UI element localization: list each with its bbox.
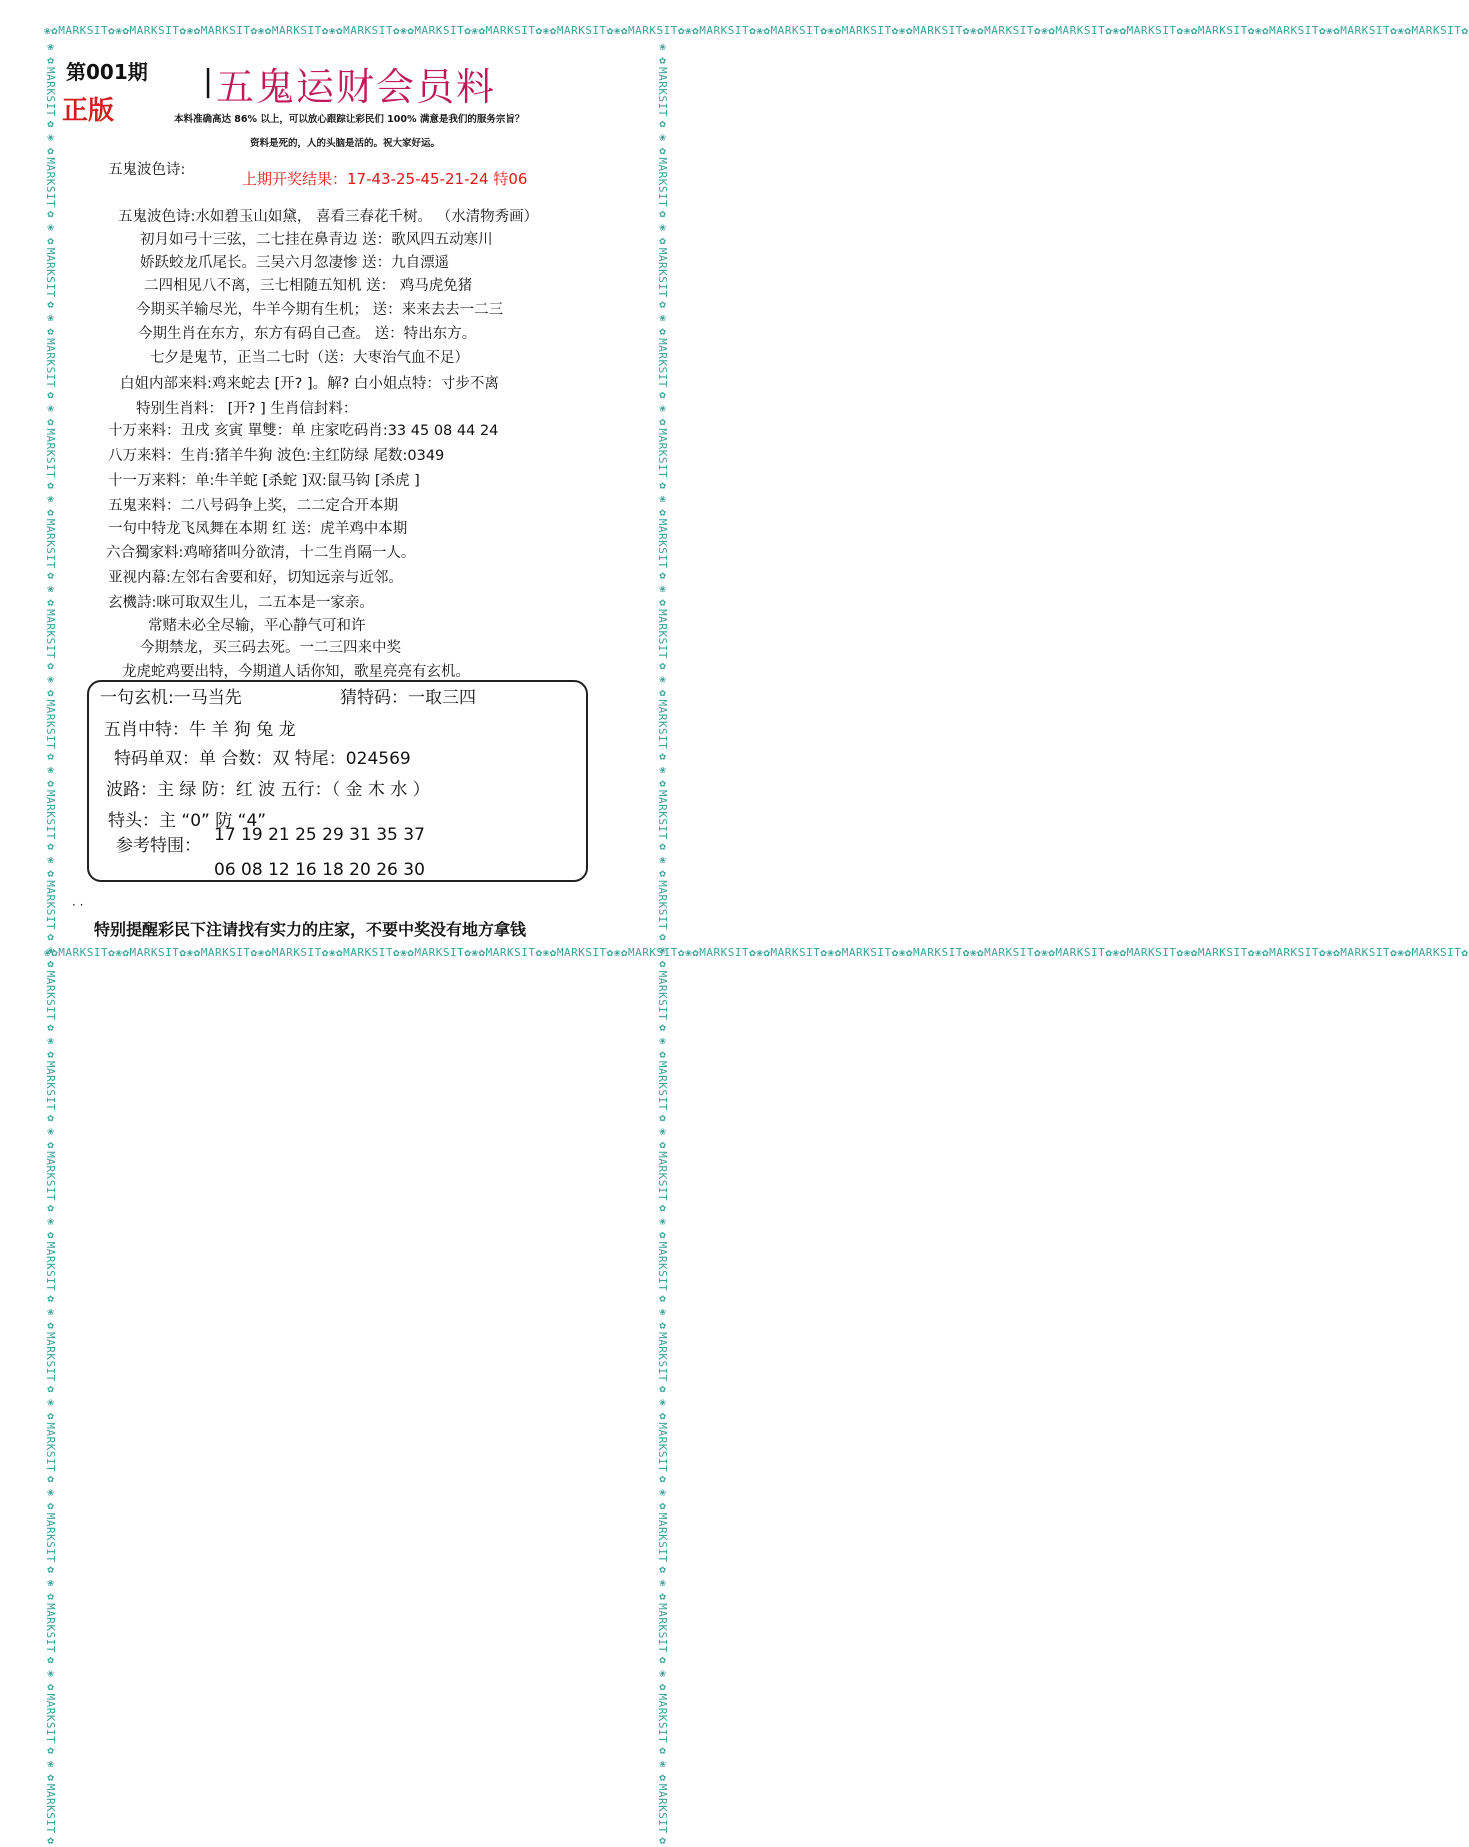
info-line: 一句中特龙飞凤舞在本期 红 送：虎羊鸡中本期 — [108, 521, 408, 537]
issue-number: 第001期 — [66, 60, 148, 84]
info-line: 今期禁龙，买三码去死。一二三四来中奖 — [140, 640, 401, 656]
odd-even-line: 特码单双：单 合数：双 特尾：024569 — [114, 749, 411, 769]
page-title: 五鬼运财会员料 — [216, 65, 497, 109]
info-line: 白姐内部来料:鸡来蛇去 [开? ]。解? 白小姐点特：寸步不离 — [120, 376, 499, 392]
subtitle-motto: 资料是死的，人的头脑是活的。祝大家好运。 — [250, 138, 441, 149]
riddle-line: 一句玄机:一马当先 — [100, 688, 242, 708]
poem-label: 五鬼波色诗: — [108, 162, 186, 178]
head-line: 特头：主 “0” 防 “4” — [108, 811, 267, 831]
poem-line: 七夕是鬼节，正当二七时（送：大枣治气血不足） — [150, 350, 469, 366]
edition-label: 正版 — [62, 96, 115, 126]
info-line: 十万来料：丑戌 亥寅 單雙：单 庄家吃码肖:33 45 08 44 24 — [108, 423, 499, 439]
poem-line: 娇跃蛟龙爪尾长。三吴六月忽凄惨 送：九自漂遥 — [140, 255, 450, 271]
guess-line: 猜特码：一取三四 — [340, 688, 476, 708]
right-border-pattern: ❀✿MARKSIT✿❀✿MARKSIT✿❀✿MARKSIT✿❀✿MARKSIT✿❀✿MARKSIT✿❀✿MARKSIT✿❀✿MARKSIT✿❀✿MARKSIT✿❀✿MARKSIT✿❀✿MARKSIT✿❀✿MARKSIT✿❀✿MARKSIT✿❀✿MARKSIT✿❀✿MARKSIT✿❀✿MARKSIT✿❀✿MARKSIT✿❀✿MARKSIT✿❀✿MARKSIT✿❀✿MARKSIT✿❀✿MARKSIT✿ — [656, 40, 669, 1847]
poem-line: 二四相见八不离，三七相随五知机 送： 鸡马虎免猪 — [144, 278, 473, 294]
title-divider: | — [203, 64, 214, 99]
poem-line: 今期买羊输尽光，牛羊今期有生机； 送：来来去去一二三 — [136, 302, 504, 318]
info-line: 玄機詩:咪可取双生儿，二五本是一家亲。 — [108, 595, 374, 611]
reference-numbers-row-1: 17 19 21 25 29 31 35 37 — [214, 825, 425, 845]
last-draw-result: 上期开奖结果：17-43-25-45-21-24 特06 — [242, 170, 528, 188]
info-line: 亚视内幕:左邻右舍要和好，切知远亲与近邻。 — [108, 570, 403, 586]
bottom-border-pattern: ❀✿MARKSIT✿❀✿MARKSIT✿❀✿MARKSIT✿❀✿MARKSIT✿❀✿MARKSIT✿❀✿MARKSIT✿❀✿MARKSIT✿❀✿MARKSIT✿❀✿MARKSIT✿❀✿MARKSIT✿❀✿MARKSIT✿❀✿MARKSIT✿❀✿MARKSIT✿❀✿MARKSIT✿❀✿MARKSIT✿❀✿MARKSIT✿❀✿MARKSIT✿❀✿MARKSIT✿❀✿MARKSIT✿❀✿MARKSIT✿ — [44, 946, 1469, 959]
info-line: 特别生肖料： [开? ] 生肖信封料： — [136, 401, 358, 417]
info-line: 常赌未必全尽输，平心静气可和许 — [148, 618, 366, 634]
info-line: 八万来料：生肖:猪羊牛狗 波色:主红防绿 尾数:0349 — [108, 448, 445, 464]
wave-line: 波路：主 绿 防：红 波 五行：（ 金 木 水 ） — [106, 780, 430, 800]
reference-label: 参考特围： — [116, 836, 201, 856]
info-line: 龙虎蛇鸡要出特，今期道人话你知，歌星亮亮有玄机。 — [122, 664, 470, 680]
subtitle-accuracy: 本料准确高达 86% 以上，可以放心跟踪让彩民们 100% 满意是我们的服务宗旨？ — [174, 114, 525, 125]
dot-marks: · · — [72, 898, 84, 912]
reference-numbers-row-2: 06 08 12 16 18 20 26 30 — [214, 860, 425, 880]
poem-line: 五鬼波色诗:水如碧玉山如黛， 喜看三春花千树。 （水清物秀画） — [118, 209, 539, 225]
footer-warning: 特别提醒彩民下注请找有实力的庄家，不要中奖没有地方拿钱 — [94, 920, 527, 939]
poem-line: 初月如弓十三弦，二七挂在鼻青边 送：歌风四五动寒川 — [140, 232, 493, 248]
poem-line: 今期生肖在东方，东方有码自己查。 送：特出东方。 — [138, 326, 477, 342]
info-line: 五鬼来料：二八号码争上奖，二二定合开本期 — [108, 498, 398, 514]
five-zodiac-line: 五肖中特：牛 羊 狗 兔 龙 — [104, 720, 296, 740]
info-line: 十一万来料：单:牛羊蛇 [杀蛇 ]双:鼠马钩 [杀虎 ] — [108, 473, 420, 489]
left-border-pattern: ❀✿MARKSIT✿❀✿MARKSIT✿❀✿MARKSIT✿❀✿MARKSIT✿❀✿MARKSIT✿❀✿MARKSIT✿❀✿MARKSIT✿❀✿MARKSIT✿❀✿MARKSIT✿❀✿MARKSIT✿❀✿MARKSIT✿❀✿MARKSIT✿❀✿MARKSIT✿❀✿MARKSIT✿❀✿MARKSIT✿❀✿MARKSIT✿❀✿MARKSIT✿❀✿MARKSIT✿❀✿MARKSIT✿❀✿MARKSIT✿ — [44, 40, 57, 1847]
info-line: 六合獨家料:鸡啼猪叫分欲清，十二生肖隔一人。 — [106, 545, 416, 561]
top-border-pattern: ❀✿MARKSIT✿❀✿MARKSIT✿❀✿MARKSIT✿❀✿MARKSIT✿❀✿MARKSIT✿❀✿MARKSIT✿❀✿MARKSIT✿❀✿MARKSIT✿❀✿MARKSIT✿❀✿MARKSIT✿❀✿MARKSIT✿❀✿MARKSIT✿❀✿MARKSIT✿❀✿MARKSIT✿❀✿MARKSIT✿❀✿MARKSIT✿❀✿MARKSIT✿❀✿MARKSIT✿❀✿MARKSIT✿❀✿MARKSIT✿ — [44, 24, 1469, 37]
